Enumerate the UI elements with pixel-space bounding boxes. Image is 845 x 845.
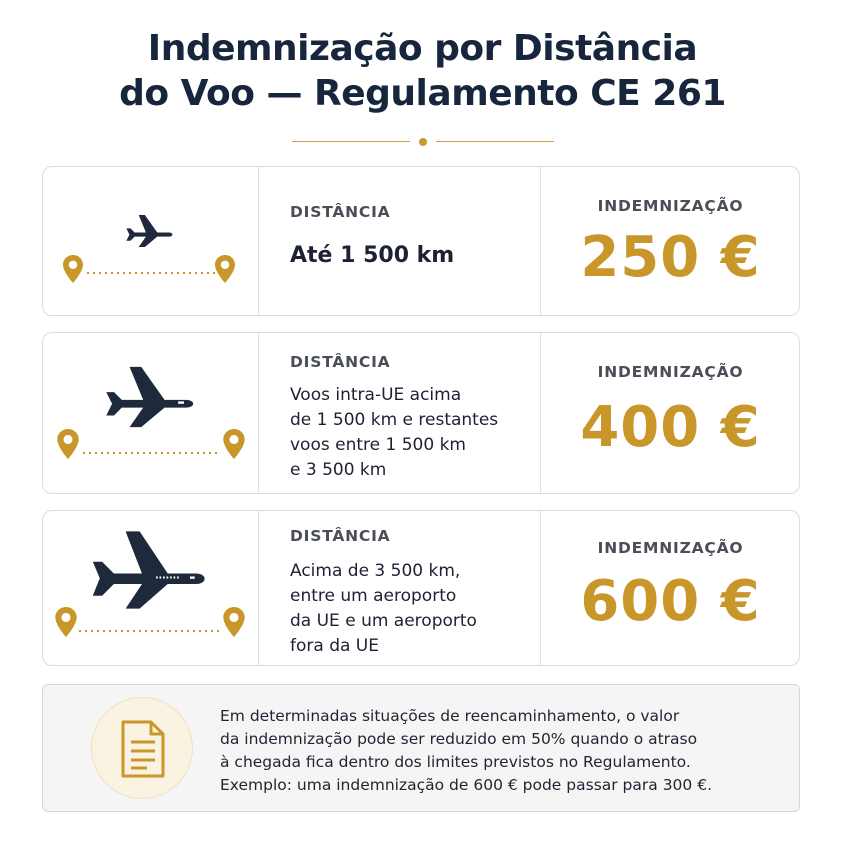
compensation-amount: 600 € <box>580 569 761 634</box>
compensation-label: INDEMNIZAÇÃO <box>597 539 744 557</box>
card-separator <box>258 333 259 493</box>
compensation-amount: 400 € <box>580 395 761 460</box>
distance-text <box>290 243 454 268</box>
compensation-label: INDEMNIZAÇÃO <box>597 197 744 215</box>
divider-line-right <box>436 141 554 142</box>
large-plane-icon <box>63 529 235 611</box>
note-line: Exemplo: uma indemnização de 600 € pode passar para 300 €. <box>220 776 712 794</box>
route-illustration <box>43 511 258 665</box>
title-line-2: do Voo — Regulamento CE 261 <box>119 73 726 114</box>
distance-line: Até 1 500 km <box>290 243 455 268</box>
compensation-card-600 <box>42 510 800 666</box>
document-icon <box>119 720 167 778</box>
divider-dot <box>419 138 427 146</box>
route-illustration <box>43 167 258 315</box>
title-line-1: Indemnização por Distância <box>147 28 698 69</box>
distance-label: DISTÂNCIA <box>290 527 391 545</box>
page-title <box>0 26 845 116</box>
title-divider <box>292 136 554 148</box>
note-line: Em determinadas situações de reencaminhamento, o valor <box>220 707 680 725</box>
distance-line: de 1 500 km e restantes <box>290 410 499 430</box>
note-line: à chegada fica dentro dos limites previstos no Regulamento. <box>220 753 691 771</box>
distance-label: DISTÂNCIA <box>290 353 391 371</box>
distance-line: Acima de 3 500 km, <box>290 561 461 581</box>
distance-text <box>290 383 498 483</box>
route-illustration <box>43 333 258 493</box>
divider-line-left <box>292 141 410 142</box>
reduction-note <box>42 684 800 812</box>
location-pin-icon <box>55 607 77 637</box>
card-separator <box>258 167 259 315</box>
document-icon-badge <box>91 697 193 799</box>
distance-line: entre um aeroporto <box>290 586 457 606</box>
distance-line: voos entre 1 500 km <box>290 435 466 455</box>
medium-plane-icon <box>97 363 201 431</box>
distance-line: da UE e um aeroporto <box>290 611 477 631</box>
dotted-route-line <box>79 629 221 633</box>
card-separator <box>258 511 259 665</box>
location-pin-icon <box>223 607 245 637</box>
distance-line: Voos intra-UE acima <box>290 385 462 405</box>
compensation-amount: 250 € <box>580 225 761 290</box>
location-pin-icon <box>63 255 83 283</box>
dotted-route-line <box>87 271 215 275</box>
distance-label: DISTÂNCIA <box>290 203 391 221</box>
note-line: da indemnização pode ser reduzido em 50% quando o atraso <box>220 730 698 748</box>
compensation-label: INDEMNIZAÇÃO <box>597 363 744 381</box>
compensation-card-250 <box>42 166 800 316</box>
note-text <box>220 705 712 797</box>
small-plane-icon <box>123 213 175 249</box>
distance-line: e 3 500 km <box>290 460 387 480</box>
distance-line: fora da UE <box>290 636 379 656</box>
compensation-card-400 <box>42 332 800 494</box>
dotted-route-line <box>83 451 221 455</box>
location-pin-icon <box>223 429 245 459</box>
location-pin-icon <box>215 255 235 283</box>
distance-text <box>290 559 477 659</box>
location-pin-icon <box>57 429 79 459</box>
